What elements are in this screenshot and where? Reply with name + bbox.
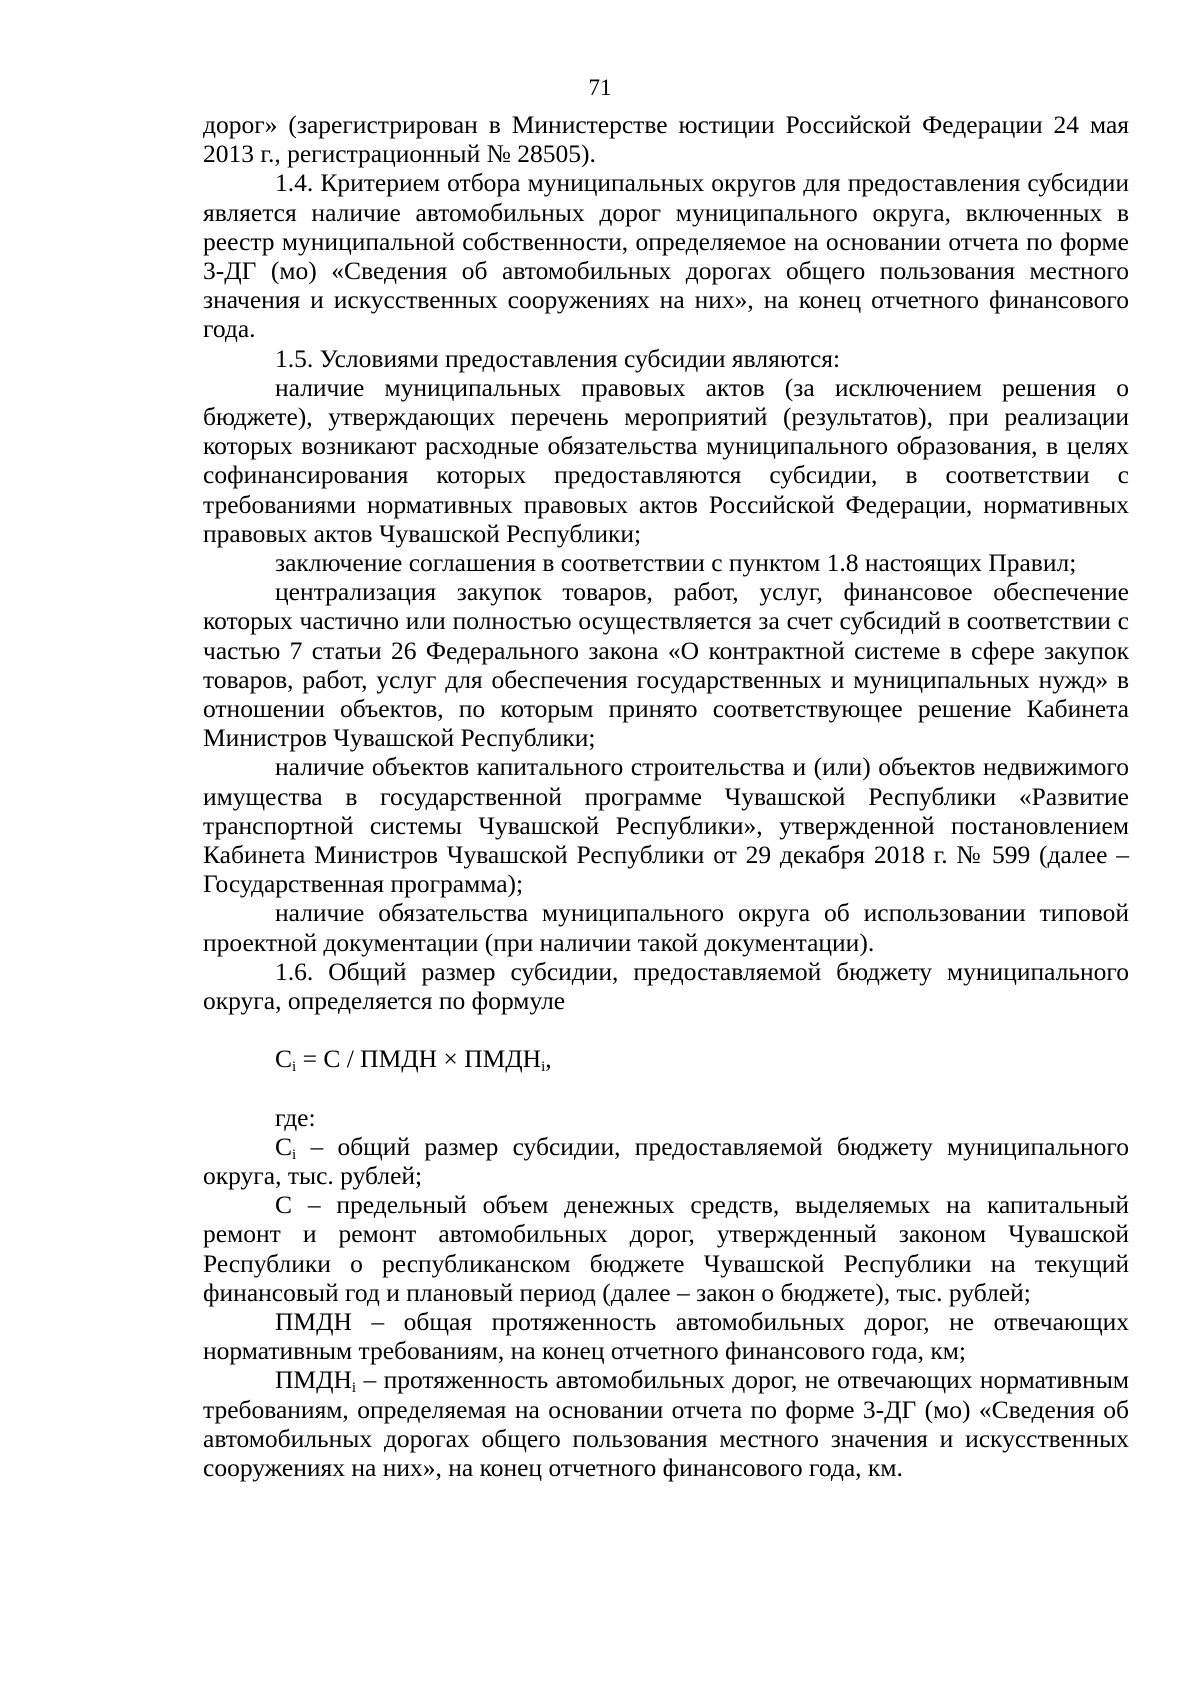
definition-term: C: [275, 1131, 293, 1161]
condition-agreement: заключение соглашения в соответствии с пунктом 1.8 настоящих Правил;: [275, 548, 1077, 578]
paragraph-1-6: 1.6. Общий размер субсидии, предоставляемой бюджету муниципального округа, определяется по формуле: [203, 956, 1129, 1016]
definition-term: ПМДН: [275, 1365, 352, 1395]
paragraph-continuation: дорог» (зарегистрирован в Министерстве юстиции Российской Федерации 24 мая 2013 г., регистрационный № 28505).: [203, 110, 1129, 169]
definition-text: – общий размер субсидии, предоставляемой бюджету муниципального округа, тыс. рублей;: [203, 1131, 1129, 1190]
condition-capital-objects: наличие объектов капитального строительства и (или) объектов недвижимого имущества в государственной программе Чувашской Республики «Развитие транспортной системы Чувашской Республики», утвержденной постановлением Кабинета Министров Чувашской Республики от 29 декабря 2018 г. № 599 (далее – Государственная программа);: [203, 752, 1129, 899]
definition-text: – общая протяженность автомобильных дорог, не отвечающих нормативным требованиям, на конец отчетного финансового года, км;: [203, 1306, 1129, 1366]
definition-c: [203, 1190, 1129, 1307]
formula-tail: ,: [545, 1044, 552, 1074]
formula-middle: = C / ПМДН × ПМДН: [296, 1044, 542, 1074]
condition-legal-acts: наличие муниципальных правовых актов (за исключением решения о бюджете), утверждающих перечень мероприятий (результатов), при реализации которых возникают расходные обязательства муниципального образования, в целях софинансирования которых предоставляются субсидии, в соответствии с требованиями нормативных правовых актов Российской Федерации, нормативных правовых актов Чувашской Республики;: [203, 372, 1129, 548]
paragraph-1-4: 1.4. Критерием отбора муниципальных округов для предоставления субсидии является наличие автомобильных дорог муниципального округа, включенных в реестр муниципальной собственности, определяемое на основании отчета по форме 3-ДГ (мо) «Сведения об автомобильных дорогах общего пользования местного значения и искусственных сооружениях на них», на конец отчетного финансового года.: [203, 168, 1129, 344]
definition-text: – предельный объем денежных средств, выделяемых на капитальный ремонт и ремонт автомобильных дорог, утвержденный законом Чувашской Республики о республиканском бюджете Чувашской Республики на текущий финансовый год и плановый период (далее – закон о бюджете), тыс. рублей;: [203, 1190, 1129, 1307]
condition-procurement: централизация закупок товаров, работ, услуг, финансовое обеспечение которых частично или полностью осуществляется за счет субсидий в соответствии с частью 7 статьи 26 Федерального закона «О контрактной системе в сфере закупок товаров, работ, услуг для обеспечения государственных и муниципальных нужд» в отношении объектов, по которым принято соответствующее решение Кабинета Министров Чувашской Республики;: [203, 577, 1129, 753]
definition-subscript: i: [351, 1380, 357, 1397]
definition-ci: [203, 1132, 1129, 1190]
paragraph-1-5: 1.5. Условиями предоставления субсидии являются:: [275, 343, 841, 373]
document-body: [203, 110, 1129, 1482]
formula-rhs-subscript: i: [541, 1059, 546, 1076]
where-label: где:: [275, 1102, 316, 1132]
definition-term: ПМДН: [275, 1306, 352, 1336]
definition-pmdn-i: [203, 1365, 1129, 1482]
subsidy-formula: [275, 1044, 1129, 1076]
definition-text: – протяженность автомобильных дорог, не отвечающих нормативным требованиям, определяемая на основании отчета по форме 3-ДГ (мо) «Сведения об автомобильных дорогах общего пользования местного значения и искусственных сооружениях на них», на конец отчетного финансового года, км.: [203, 1365, 1129, 1482]
formula-lhs-subscript: i: [292, 1059, 297, 1076]
definition-pmdn: [203, 1307, 1129, 1365]
definition-subscript: i: [292, 1146, 297, 1163]
page-number: 71: [588, 75, 612, 100]
formula-lhs: C: [275, 1044, 293, 1074]
condition-typical-documentation: наличие обязательства муниципального округа об использовании типовой проектной документации (при наличии такой документации).: [203, 898, 1129, 957]
definition-term: C: [275, 1190, 293, 1220]
